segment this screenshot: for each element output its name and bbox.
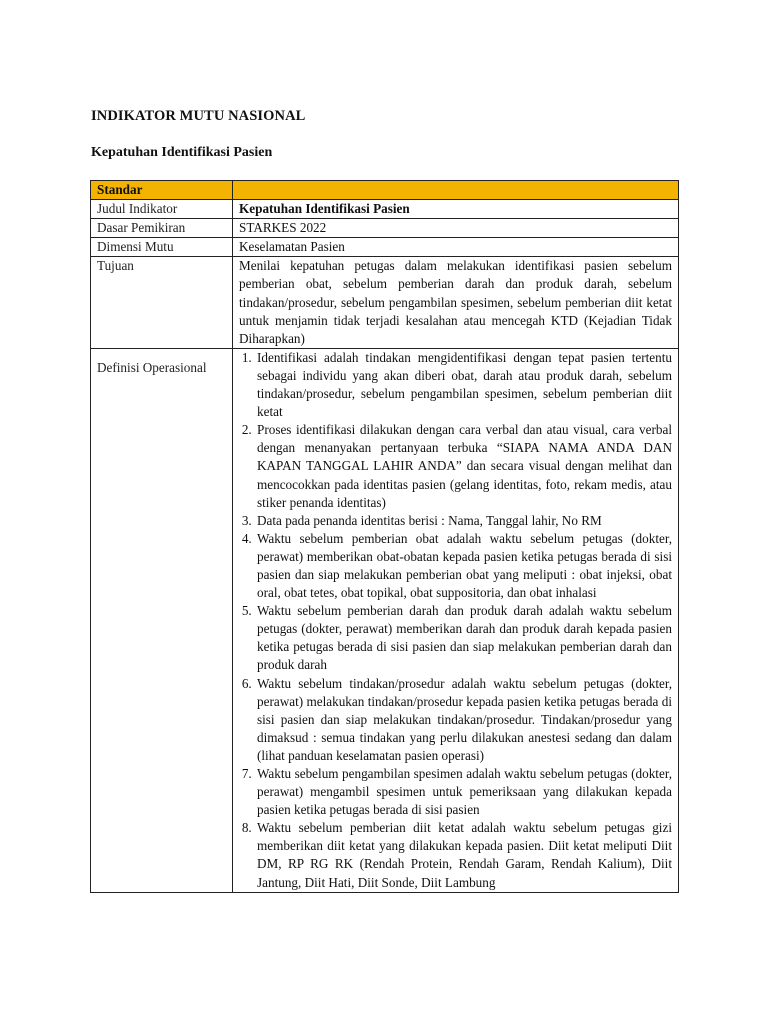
row-label-tujuan: Tujuan [91, 257, 233, 348]
definition-item: 8. Waktu sebelum pemberian diit ketat adalah waktu sebelum petugas gizi memberikan diit ketat yang dilakukan kepada pasien. Diit ketat meliputi Diit DM, RP RG RK (Rendah Protein, Rendah Garam, Rendah Kalium), Diit Jantung, Diit Hati, Diit Sonde, Diit Lambung [255, 819, 672, 891]
definition-list [239, 349, 672, 892]
definisi-label-text: Definisi Operasional [97, 359, 207, 375]
table-row-definisi [91, 348, 679, 892]
definition-item: 5. Waktu sebelum pemberian darah dan produk darah adalah waktu sebelum petugas (dokter, perawat) memberikan darah dan produk darah kepada pasien ketika petugas berada di sisi pasien dan siap melakukan pemberian darah dan produk darah [255, 602, 672, 674]
table-row-dasar [91, 219, 679, 238]
definition-item: 1. Identifikasi adalah tindakan mengidentifikasi dengan tepat pasien tertentu sebagai individu yang akan diberi obat, darah atau produk darah, sebelum tindakan/prosedur, sebelum pengambilan spesimen, sebelum pemberian diit ketat [255, 349, 672, 421]
header-label-standar: Standar [91, 181, 233, 200]
definition-item: 7. Waktu sebelum pengambilan spesimen adalah waktu sebelum petugas (dokter, perawat) mengambil spesimen untuk pemeriksaan yang dilakukan kepada pasien ketika petugas berada di sisi pasien [255, 765, 672, 819]
table-row-dimensi [91, 238, 679, 257]
header-value-empty [233, 181, 679, 200]
definition-item: 3. Data pada penanda identitas berisi : Nama, Tanggal lahir, No RM [255, 512, 672, 530]
row-value-judul: Kepatuhan Identifikasi Pasien [233, 200, 679, 219]
document-subtitle: Kepatuhan Identifikasi Pasien [91, 145, 273, 160]
row-label-dasar: Dasar Pemikiran [91, 219, 233, 238]
row-value-tujuan: Menilai kepatuhan petugas dalam melakukan identifikasi pasien sebelum pemberian obat, sebelum pemberian darah dan produk darah, sebelum tindakan/prosedur, sebelum pengambilan spesimen, sebelum pemberian diit ketat untuk menjamin tidak terjadi kesalahan atau mencegah KTD (Kejadian Tidak Diharapkan) [233, 257, 679, 348]
table-row-judul [91, 200, 679, 219]
row-value-dimensi: Keselamatan Pasien [233, 238, 679, 257]
row-value-dasar: STARKES 2022 [233, 219, 679, 238]
row-value-definisi [233, 348, 679, 892]
definition-item: 2. Proses identifikasi dilakukan dengan cara verbal dan atau visual, cara verbal dengan menanyakan pertanyaan terbuka “SIAPA NAMA ANDA DAN KAPAN TANGGAL LAHIR ANDA” dan secara visual dengan melihat dan mencocokkan pada identitas pasien (gelang identitas, foto, rekam medis, atau stiker penanda identitas) [255, 421, 672, 511]
row-label-dimensi: Dimensi Mutu [91, 238, 233, 257]
table-row-tujuan [91, 257, 679, 348]
row-label-judul: Judul Indikator [91, 200, 233, 219]
definition-item: 4. Waktu sebelum pemberian obat adalah waktu sebelum petugas (dokter, perawat) memberikan obat-obatan kepada pasien ketika petugas berada di sisi pasien dan siap melakukan pemberian obat yang meliputi : obat injeksi, obat oral, obat tetes, obat topikal, obat suppositoria, dan obat inhalasi [255, 530, 672, 602]
document-title: INDIKATOR MUTU NASIONAL [91, 108, 306, 124]
row-label-definisi [91, 348, 233, 892]
definition-item: 6. Waktu sebelum tindakan/prosedur adalah waktu sebelum petugas (dokter, perawat) melakukan tindakan/prosedur kepada pasien ketika petugas berada di sisi pasien dan siap melakukan tindakan/prosedur. Tindakan/prosedur yang dimaksud : semua tindakan yang perlu dilakukan anestesi sedang dan dalam (lihat panduan keselamatan pasien operasi) [255, 675, 672, 765]
table-header-row [91, 181, 679, 200]
indicator-table [90, 180, 679, 893]
